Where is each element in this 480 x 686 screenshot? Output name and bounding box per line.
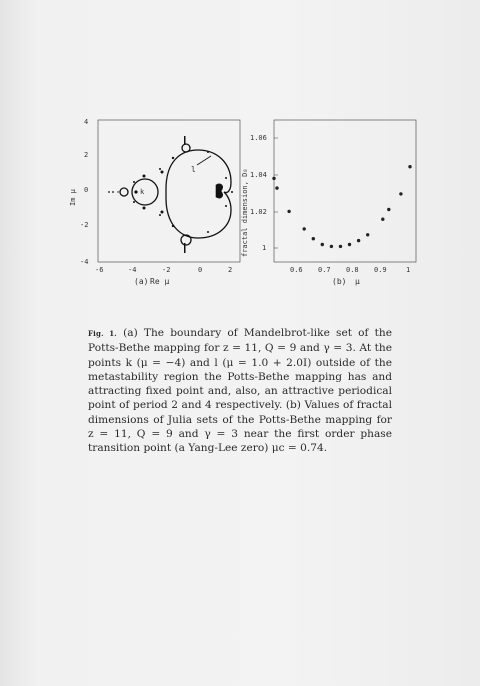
scatter-point (287, 210, 290, 213)
point-k-marker (134, 190, 137, 193)
panel-b-ytick: 1 (262, 244, 267, 252)
scatter-point (275, 186, 278, 189)
panel-a-xtick: -2 (162, 266, 171, 274)
scatter-point (339, 245, 342, 248)
point-k-label: k (140, 188, 145, 196)
panel-b-sublabel: (b) (332, 277, 347, 286)
panel-a-ytick: 4 (84, 118, 89, 126)
panel-b-xtick: 0.7 (318, 266, 331, 274)
panel-b-xtick: 0.9 (374, 266, 387, 274)
panel-a-sublabel: (a) (134, 277, 149, 286)
scatter-point (330, 245, 333, 248)
panel-b-xtick: 0.6 (290, 266, 303, 274)
point-l-label: l (191, 165, 196, 174)
figure-panel-a (69, 112, 248, 292)
panel-a-ytick: 0 (84, 186, 89, 194)
panel-b-xlabel: μ (355, 277, 360, 286)
scatter-point (381, 218, 384, 221)
figure-panel-b (236, 112, 426, 292)
scatter-point (366, 233, 369, 236)
point-l-pointer (197, 156, 211, 165)
scatter-point (303, 227, 306, 230)
panel-b-data-points (272, 165, 411, 248)
panel-a-ylabel: Im μ (69, 189, 77, 206)
panel-a-xtick: -6 (95, 266, 104, 274)
panel-a-ytick: 2 (84, 151, 89, 159)
caption-text: (a) The boundary of Mandelbrot-like set of the Potts-Bethe mapping for z = 11, Q = 9 and γ = 3. At the points k (μ = −4) and l (μ = 1.0 + 2.0I) outside of the metastability region the Potts-Bethe mapping has and attracting fixed point and, also, an attractive periodical point of period 2 and 4 respectively. (b) Values of fractal dimensions of Julia sets of the Potts-Bethe mapping for z = 11, Q = 9 and γ = 3 near the first order phase transition point (a Yang-Lee zero) μc = 0.74. (88, 327, 393, 455)
scatter-point (321, 243, 324, 246)
panel-a-xtick: 0 (198, 266, 203, 274)
scatter-point (348, 243, 351, 246)
panel-b-xtick: 0.8 (346, 266, 359, 274)
panel-b-xtick: 1 (406, 266, 411, 274)
panel-b-ylabel: fractal dimension, D₀ (241, 168, 249, 257)
mandelbrot-set-boundary (120, 144, 231, 245)
panel-a-xtick: -4 (128, 266, 137, 274)
panel-b-ytick: 1.06 (250, 134, 267, 142)
figure-label: Fig. 1. (88, 329, 117, 338)
panel-a-ytick: -4 (80, 258, 89, 266)
panel-a-xlabel: Re μ (150, 277, 170, 286)
figure-caption (88, 326, 392, 456)
scatter-point (387, 208, 390, 211)
scatter-point (399, 192, 402, 195)
caption-paragraph (88, 326, 392, 456)
scatter-point (408, 165, 411, 168)
panel-a-ytick: -2 (80, 221, 89, 229)
panel-b-ytick: 1.04 (250, 171, 267, 179)
panel-b-ytick-marks (274, 138, 278, 248)
scatter-point (312, 237, 315, 240)
panel-a-xtick: 2 (228, 266, 233, 274)
scatter-point (272, 177, 275, 180)
panel-b-frame (274, 120, 416, 262)
scatter-point (357, 239, 360, 242)
panel-b-ytick: 1.02 (250, 208, 267, 216)
